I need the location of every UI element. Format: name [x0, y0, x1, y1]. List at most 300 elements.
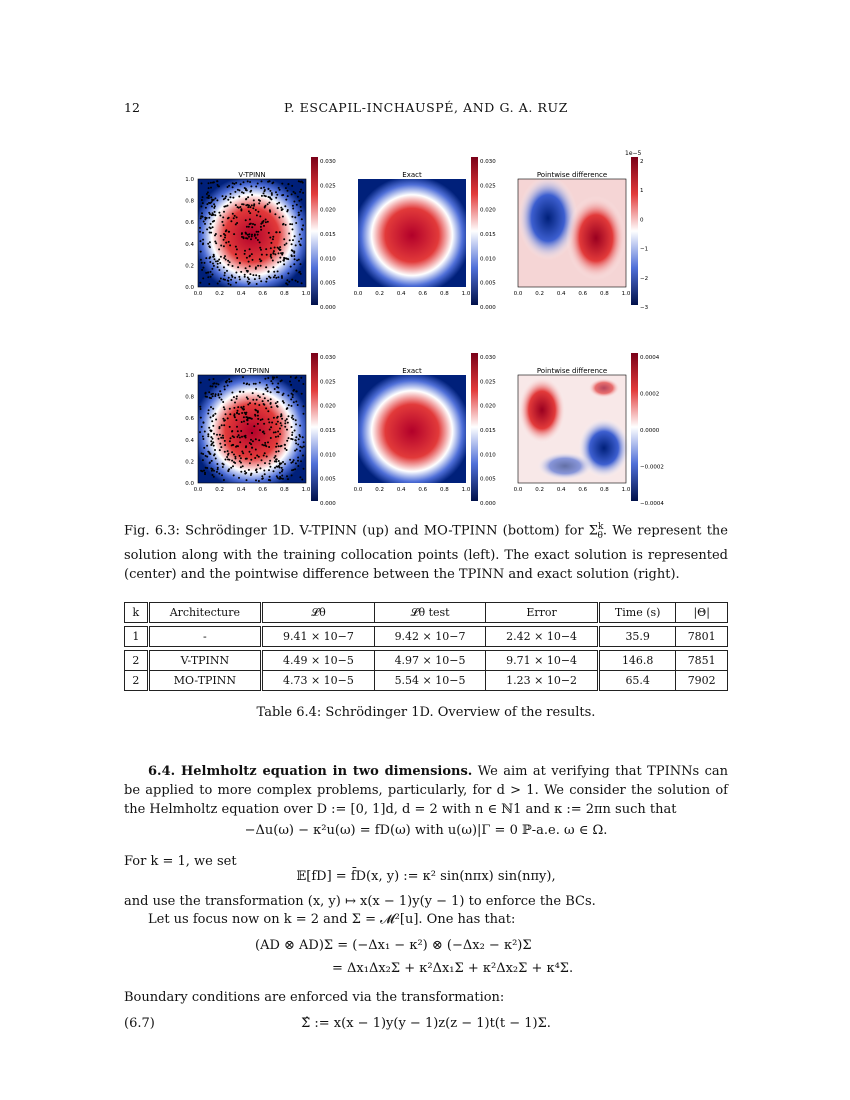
collocation-point — [274, 467, 276, 469]
collocation-point — [288, 437, 290, 439]
collocation-point — [259, 258, 261, 260]
collocation-point — [284, 463, 286, 465]
collocation-point — [249, 265, 251, 267]
caption-text1: Schrödinger 1D. V-TPINN (up) and MO-TPINN (bottom) for Σ — [185, 523, 599, 539]
collocation-point — [299, 191, 301, 193]
collocation-point — [253, 383, 255, 385]
para-transform: and use the transformation (x, y) ↦ x(x − 1)y(y − 1) to enforce the BCs. — [124, 894, 596, 909]
collocation-point — [238, 207, 240, 209]
collocation-point — [299, 450, 301, 452]
collocation-point — [248, 261, 250, 263]
collocation-point — [270, 437, 272, 439]
equation-operator-b: = Δx₁Δx₂Σ + κ²Δx₁Σ + κ²Δx₂Σ + κ⁴Σ. — [332, 961, 574, 976]
x-tick-label: 1.0 — [301, 291, 311, 297]
collocation-point — [282, 461, 284, 463]
collocation-point — [288, 233, 290, 235]
collocation-point — [297, 444, 299, 446]
collocation-point — [224, 419, 226, 421]
collocation-point — [260, 226, 262, 228]
collocation-point — [231, 276, 233, 278]
collocation-point — [213, 254, 215, 256]
collocation-point — [259, 247, 261, 249]
collocation-point — [290, 398, 292, 400]
collocation-point — [215, 386, 217, 388]
collocation-point — [273, 271, 275, 273]
collocation-point — [224, 451, 226, 453]
row2-colorbar2 — [471, 353, 478, 501]
collocation-point — [224, 386, 226, 388]
collocation-point — [245, 416, 247, 418]
collocation-point — [221, 221, 223, 223]
x-tick-label: 0.8 — [280, 291, 289, 297]
collocation-point — [255, 388, 257, 390]
equation-operator-a: (AD ⊗ AD)Σ = (−Δx₁ − κ²) ⊗ (−Δx₂ − κ²)Σ — [255, 938, 532, 953]
collocation-point — [230, 279, 232, 281]
collocation-point — [236, 216, 238, 218]
collocation-point — [212, 395, 214, 397]
collocation-point — [276, 417, 278, 419]
colorbar-tick-label: 0.020 — [480, 207, 496, 214]
collocation-point — [295, 280, 297, 282]
row2-panel-motpinn — [198, 367, 306, 483]
collocation-point — [268, 469, 270, 471]
collocation-point — [222, 437, 224, 439]
collocation-point — [202, 202, 204, 204]
row1-colorbar1 — [311, 157, 318, 305]
collocation-point — [223, 224, 225, 226]
collocation-point — [209, 241, 211, 243]
collocation-point — [219, 443, 221, 445]
collocation-point — [224, 440, 226, 442]
collocation-point — [249, 191, 251, 193]
collocation-point — [219, 215, 221, 217]
collocation-point — [257, 415, 259, 417]
collocation-point — [269, 190, 271, 192]
collocation-point — [243, 181, 245, 183]
colorbar-tick-label: −2 — [640, 275, 649, 282]
collocation-point — [291, 279, 293, 281]
collocation-point — [284, 205, 286, 207]
collocation-point — [270, 380, 272, 382]
collocation-point — [259, 241, 261, 243]
collocation-point — [227, 264, 229, 266]
th-time: Time (s) — [599, 603, 676, 623]
collocation-point — [235, 246, 237, 248]
collocation-point — [284, 426, 286, 428]
collocation-point — [290, 384, 292, 386]
collocation-point — [230, 284, 232, 286]
collocation-point — [272, 252, 274, 254]
collocation-point — [274, 247, 276, 249]
collocation-point — [206, 203, 208, 205]
collocation-point — [277, 383, 279, 385]
collocation-point — [208, 245, 210, 247]
collocation-point — [299, 181, 301, 183]
collocation-point — [237, 430, 239, 432]
collocation-point — [296, 448, 298, 450]
collocation-point — [245, 189, 247, 191]
collocation-point — [295, 376, 297, 378]
collocation-point — [217, 184, 219, 186]
collocation-point — [213, 454, 215, 456]
collocation-point — [235, 272, 237, 274]
y-tick-label: 0.0 — [185, 285, 194, 291]
collocation-point — [292, 390, 294, 392]
collocation-point — [223, 266, 225, 268]
collocation-point — [240, 466, 242, 468]
colorbar-tick-label: 0.010 — [480, 256, 496, 263]
collocation-point — [271, 422, 273, 424]
collocation-point — [223, 406, 225, 408]
collocation-point — [292, 205, 294, 207]
collocation-point — [299, 476, 301, 478]
collocation-point — [300, 199, 302, 201]
collocation-point — [252, 259, 254, 261]
collocation-point — [254, 409, 256, 411]
collocation-point — [235, 182, 237, 184]
collocation-point — [206, 467, 208, 469]
collocation-point — [224, 197, 226, 199]
collocation-point — [218, 185, 220, 187]
collocation-point — [229, 244, 231, 246]
collocation-point — [303, 413, 305, 415]
collocation-point — [246, 226, 248, 228]
collocation-point — [287, 190, 289, 192]
collocation-point — [302, 192, 304, 194]
collocation-point — [218, 473, 220, 475]
collocation-point — [285, 243, 287, 245]
collocation-point — [208, 182, 210, 184]
row2-colorbar1 — [311, 353, 318, 501]
collocation-point — [221, 399, 223, 401]
collocation-point — [201, 212, 203, 214]
collocation-point — [201, 262, 203, 264]
collocation-point — [240, 406, 242, 408]
collocation-point — [275, 436, 277, 438]
page-number: 12 — [124, 100, 140, 115]
collocation-point — [269, 466, 271, 468]
collocation-point — [210, 276, 212, 278]
collocation-point — [300, 210, 302, 212]
collocation-point — [280, 207, 282, 209]
collocation-point — [265, 388, 267, 390]
collocation-point — [279, 249, 281, 251]
collocation-point — [268, 196, 270, 198]
collocation-point — [271, 182, 273, 184]
collocation-point — [211, 214, 213, 216]
collocation-point — [228, 241, 230, 243]
collocation-point — [199, 431, 201, 433]
collocation-point — [291, 405, 293, 407]
collocation-point — [229, 408, 231, 410]
collocation-point — [205, 207, 207, 209]
collocation-point — [236, 395, 238, 397]
collocation-point — [265, 281, 267, 283]
collocation-point — [270, 406, 272, 408]
collocation-point — [261, 180, 263, 182]
collocation-point — [278, 252, 280, 254]
colorbar-tick-label: 0.0000 — [640, 428, 660, 434]
collocation-point — [291, 434, 293, 436]
collocation-point — [222, 435, 224, 437]
collocation-point — [300, 263, 302, 265]
collocation-point — [251, 447, 253, 449]
collocation-point — [236, 398, 238, 400]
collocation-point — [294, 430, 296, 432]
collocation-point — [249, 181, 251, 183]
collocation-point — [269, 463, 271, 465]
collocation-point — [234, 277, 236, 279]
collocation-point — [256, 214, 258, 216]
collocation-point — [275, 446, 277, 448]
x-tick-label: 1.0 — [621, 487, 631, 493]
collocation-point — [249, 462, 251, 464]
collocation-point — [248, 210, 250, 212]
x-tick-label: 0.0 — [353, 487, 363, 493]
collocation-point — [301, 229, 303, 231]
collocation-point — [283, 260, 285, 262]
collocation-point — [292, 418, 294, 420]
collocation-point — [301, 218, 303, 220]
collocation-point — [231, 399, 233, 401]
collocation-point — [303, 468, 305, 470]
collocation-point — [255, 209, 257, 211]
collocation-point — [259, 396, 261, 398]
collocation-point — [249, 218, 251, 220]
collocation-point — [281, 277, 283, 279]
collocation-point — [290, 266, 292, 268]
row1-panel2-title: Exact — [402, 171, 422, 179]
collocation-point — [227, 458, 229, 460]
collocation-point — [214, 211, 216, 213]
x-tick-label: 0.4 — [236, 291, 246, 297]
collocation-point — [258, 439, 260, 441]
collocation-point — [278, 478, 280, 480]
x-tick-label: 0.2 — [535, 291, 544, 297]
collocation-point — [216, 434, 218, 436]
collocation-point — [295, 390, 297, 392]
collocation-point — [213, 433, 215, 435]
collocation-point — [294, 235, 296, 237]
caption-label: Fig. 6.3: — [124, 523, 180, 539]
collocation-point — [275, 197, 277, 199]
collocation-point — [215, 458, 217, 460]
collocation-point — [255, 237, 257, 239]
collocation-point — [232, 197, 234, 199]
collocation-point — [220, 235, 222, 237]
collocation-point — [227, 280, 229, 282]
collocation-point — [267, 387, 269, 389]
collocation-point — [255, 383, 257, 385]
collocation-point — [201, 199, 203, 201]
section-intro: We aim at verifying that TPINNs can be applied to more complex problems, particularly, for d > 1. We consider the solution of the Helmholtz equation over D := [0, 1]d, d = 2 with n ∈ ℕ1 and κ := 2πn such that — [124, 764, 728, 817]
collocation-point — [232, 465, 234, 467]
collocation-point — [243, 435, 245, 437]
collocation-point — [217, 266, 219, 268]
collocation-point — [212, 263, 214, 265]
collocation-point — [302, 182, 304, 184]
collocation-point — [272, 238, 274, 240]
collocation-point — [218, 248, 220, 250]
collocation-point — [264, 397, 266, 399]
collocation-point — [250, 459, 252, 461]
collocation-point — [241, 421, 243, 423]
y-tick-label: 0.6 — [185, 220, 194, 227]
collocation-point — [273, 432, 275, 434]
collocation-point — [265, 407, 267, 409]
collocation-point — [257, 211, 259, 213]
collocation-point — [260, 187, 262, 189]
collocation-point — [286, 475, 288, 477]
collocation-point — [271, 192, 273, 194]
collocation-point — [259, 429, 261, 431]
collocation-point — [292, 396, 294, 398]
collocation-point — [263, 187, 265, 189]
collocation-point — [213, 378, 215, 380]
collocation-point — [287, 478, 289, 480]
collocation-point — [223, 479, 225, 481]
collocation-point — [252, 207, 254, 209]
collocation-point — [213, 220, 215, 222]
collocation-point — [265, 445, 267, 447]
collocation-point — [264, 378, 266, 380]
collocation-point — [243, 192, 245, 194]
collocation-point — [250, 417, 252, 419]
collocation-point — [269, 277, 271, 279]
x-tick-label: 0.4 — [236, 487, 246, 493]
colorbar-tick-label: −1 — [640, 246, 649, 253]
collocation-point — [269, 460, 271, 462]
collocation-point — [268, 232, 270, 234]
collocation-point — [233, 407, 235, 409]
colorbar-tick-label: 0.005 — [480, 280, 496, 287]
th-params: |Θ| — [676, 603, 728, 623]
collocation-point — [227, 385, 229, 387]
collocation-point — [292, 208, 294, 210]
colorbar-tick-label: 0.030 — [480, 355, 496, 361]
collocation-point — [213, 203, 215, 205]
collocation-point — [260, 265, 262, 267]
collocation-point — [241, 236, 243, 238]
collocation-point — [301, 447, 303, 449]
collocation-point — [298, 214, 300, 216]
collocation-point — [261, 475, 263, 477]
collocation-point — [204, 472, 206, 474]
colorbar-tick-label: 0.005 — [480, 476, 496, 483]
collocation-point — [256, 283, 258, 285]
collocation-point — [210, 436, 212, 438]
collocation-point — [286, 407, 288, 409]
collocation-point — [257, 265, 259, 267]
collocation-point — [270, 391, 272, 393]
collocation-point — [261, 418, 263, 420]
collocation-point — [202, 459, 204, 461]
collocation-point — [219, 262, 221, 264]
colorbar-tick-label: 0.010 — [480, 452, 496, 459]
collocation-point — [258, 202, 260, 204]
collocation-point — [282, 216, 284, 218]
collocation-point — [211, 385, 213, 387]
figure-6-3 — [180, 148, 664, 510]
collocation-point — [204, 223, 206, 225]
collocation-point — [207, 451, 209, 453]
collocation-point — [256, 471, 258, 473]
collocation-point — [268, 421, 270, 423]
collocation-point — [238, 477, 240, 479]
collocation-point — [244, 253, 246, 255]
collocation-point — [291, 223, 293, 225]
collocation-point — [224, 274, 226, 276]
collocation-point — [268, 446, 270, 448]
collocation-point — [263, 404, 265, 406]
collocation-point — [220, 245, 222, 247]
collocation-point — [237, 189, 239, 191]
collocation-point — [213, 265, 215, 267]
collocation-point — [216, 180, 218, 182]
x-tick-label: 0.4 — [556, 487, 566, 493]
collocation-point — [247, 404, 249, 406]
collocation-point — [202, 421, 204, 423]
collocation-point — [230, 437, 232, 439]
collocation-point — [215, 260, 217, 262]
collocation-point — [235, 204, 237, 206]
collocation-point — [235, 458, 237, 460]
x-tick-label: 0.8 — [440, 487, 449, 493]
collocation-point — [303, 441, 305, 443]
para-k2: Let us focus now on k = 2 and Σ = 𝓜²[u]. One has that: — [148, 912, 516, 927]
colorbar-tick-label: 0.015 — [320, 428, 336, 434]
collocation-point — [263, 190, 265, 192]
collocation-point — [247, 419, 249, 421]
collocation-point — [252, 399, 254, 401]
collocation-point — [299, 436, 301, 438]
collocation-point — [208, 187, 210, 189]
collocation-point — [223, 464, 225, 466]
collocation-point — [230, 380, 232, 382]
collocation-point — [275, 277, 277, 279]
collocation-point — [224, 444, 226, 446]
x-tick-label: 0.6 — [578, 487, 588, 493]
collocation-point — [249, 273, 251, 275]
collocation-point — [207, 191, 209, 193]
collocation-point — [238, 276, 240, 278]
collocation-point — [200, 217, 202, 219]
collocation-point — [203, 470, 205, 472]
collocation-point — [245, 412, 247, 414]
collocation-point — [245, 219, 247, 221]
collocation-point — [218, 269, 220, 271]
colorbar-tick-label: 0.025 — [320, 379, 336, 386]
collocation-point — [277, 276, 279, 278]
collocation-point — [293, 459, 295, 461]
collocation-point — [294, 450, 296, 452]
collocation-point — [290, 376, 292, 378]
collocation-point — [204, 217, 206, 219]
collocation-point — [293, 252, 295, 254]
collocation-point — [291, 417, 293, 419]
x-tick-label: 0.0 — [513, 291, 523, 297]
collocation-point — [242, 465, 244, 467]
figure-caption — [124, 518, 728, 584]
collocation-point — [268, 188, 270, 190]
collocation-point — [237, 406, 239, 408]
collocation-point — [218, 259, 220, 261]
collocation-point — [290, 438, 292, 440]
collocation-point — [278, 217, 280, 219]
collocation-point — [237, 410, 239, 412]
collocation-point — [239, 391, 241, 393]
collocation-point — [277, 435, 279, 437]
